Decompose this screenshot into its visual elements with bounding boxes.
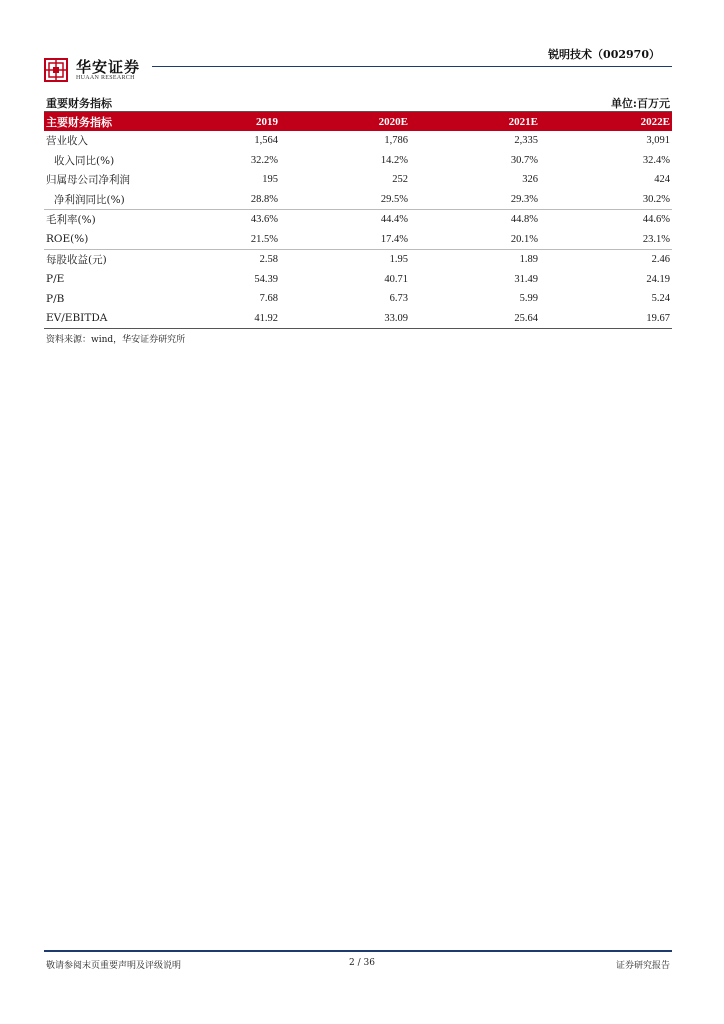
table-cell: 21.5% [194,230,280,250]
table-row [44,309,672,329]
table-cell: 31.49 [514,273,538,285]
table-cell: 1,564 [254,135,278,147]
table-row [44,151,672,171]
column-header: 2021E [410,112,540,131]
header-divider [152,66,672,67]
page-number: 2 / 36 [349,958,375,968]
row-label: ROE(%) [44,230,194,250]
table-cell: 43.6% [250,214,278,226]
table-cell: 24.19 [646,273,670,285]
table-row [44,210,672,230]
table-cell: 2,335 [514,135,538,147]
row-label: 营业收入 [46,135,88,148]
footer-divider [44,950,672,952]
table-cell: 29.5% [280,190,410,210]
column-header: 2019 [194,112,280,131]
table-title-row [44,94,672,112]
table-cell: 6.73 [389,293,408,305]
table-cell: 2.58 [259,254,278,266]
document-type: 证券研究报告 [615,961,670,971]
table-cell: 17.4% [280,230,410,250]
row-label: P/E [46,273,65,286]
table-cell: 30.2% [540,190,672,210]
table-cell: 5.24 [651,293,670,305]
table-cell: 30.7% [510,154,538,166]
table-cell: 2.46 [651,254,670,266]
table-cell: 195 [262,174,278,186]
table-cell: 29.3% [410,190,540,210]
table-row [44,170,672,190]
financial-table-section [44,94,672,329]
row-label: 收入同比(%) [54,154,115,167]
row-label: EV/EBITDA [44,309,194,329]
table-row [44,190,672,210]
row-label: 毛利率(%) [46,214,96,227]
table-row [44,230,672,250]
brand-name: 华安证券 [76,58,141,76]
table-cell: 20.1% [410,230,540,250]
table-cell: 32.2% [250,154,278,166]
column-header: 2022E [540,112,672,131]
row-label: 净利润同比(%) [44,190,194,210]
table-cell: 7.68 [259,293,278,305]
source-note: 资料来源：wind，华安证券研究所 [46,335,186,345]
table-cell: 23.1% [540,230,672,250]
table-unit: 单位:百万元 [610,97,670,110]
table-cell: 1.89 [519,254,538,266]
table-cell: 44.4% [380,214,408,226]
table-row [44,289,672,309]
row-label: 归属母公司净利润 [46,174,130,187]
table-cell: 19.67 [540,309,672,329]
huaan-logo-icon [44,58,68,82]
table-cell: 252 [392,174,408,186]
table-cell: 326 [522,174,538,186]
table-cell: 3,091 [646,135,670,147]
stock-title: 锐明技术（002970） [548,48,660,61]
table-row [44,250,672,270]
table-cell: 5.99 [519,293,538,305]
table-row [44,131,672,151]
table-cell: 424 [654,174,670,186]
table-row [44,270,672,290]
table-cell: 44.8% [510,214,538,226]
table-cell: 44.6% [642,214,670,226]
table-cell: 40.71 [384,273,408,285]
table-cell: 54.39 [254,273,278,285]
row-label: 每股收益(元) [46,254,107,267]
financial-table [44,112,672,329]
table-cell: 25.64 [410,309,540,329]
disclaimer-note: 敬请参阅末页重要声明及评级说明 [46,961,182,971]
column-header: 2020E [280,112,410,131]
table-header-row [44,112,672,131]
page-header [44,44,672,84]
table-cell: 1,786 [384,135,408,147]
table-cell: 28.8% [194,190,280,210]
brand-name-en: HUAAN RESEARCH [76,75,135,81]
table-cell: 14.2% [380,154,408,166]
table-cell: 32.4% [642,154,670,166]
table-cell: 33.09 [280,309,410,329]
table-cell: 41.92 [194,309,280,329]
column-header: 主要财务指标 [44,112,194,131]
row-label: P/B [46,292,65,305]
table-cell: 1.95 [389,254,408,266]
table-title: 重要财务指标 [46,97,112,110]
